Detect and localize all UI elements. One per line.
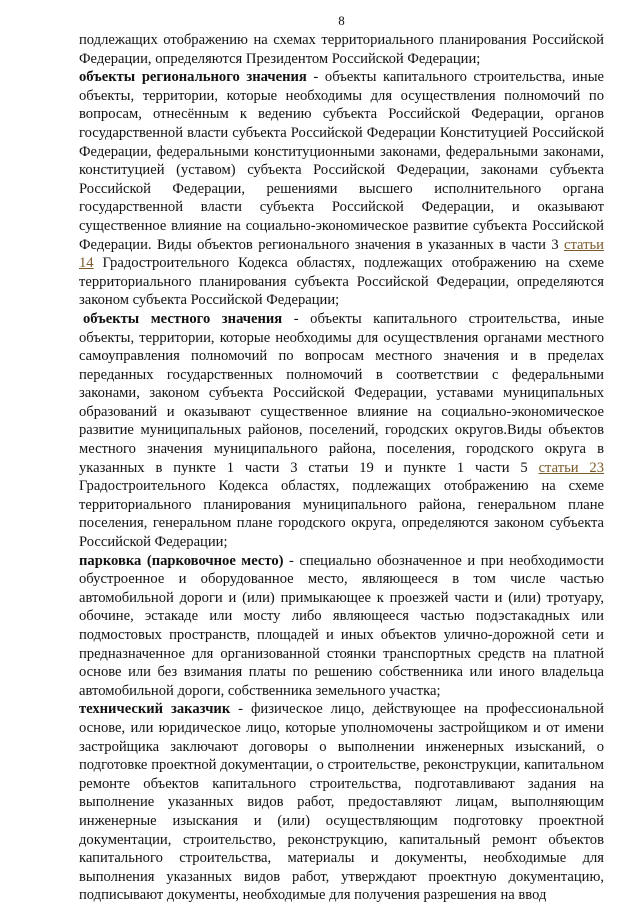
article-link-23[interactable]: статьи 23 xyxy=(538,459,604,476)
term-technical-customer: технический заказчик xyxy=(79,701,231,718)
paragraph-text: подлежащих отображению на схемах территориального планирования Российской Федерации, определяются Президентом Российской Федерации; xyxy=(79,32,604,67)
definition-regional-objects xyxy=(79,68,604,310)
definition-text: - специально обозначенное и при необходимости обустроенное и оборудованное место, являющееся в том числе частью автомобильной дороги и (или) примыкающее к проезжей части и (или) тротуару, обочине, эстакаде или мосту либо являющееся частью подэстакадных или подмостовых пространств, площадей и иных объектов улично-дорожной сети и предназначенное для организованной стоянки транспортных средств на платной основе или без взимания платы по решению собственника или иного владельца автомобильной дороги, собственника земельного участка; xyxy=(79,552,604,699)
definition-text: - объекты капитального строительства, иные объекты, территории, которые необходимы для осуществления полномочий по вопросам, отнесённым к ведению субъекта Российской Федерации, органов государственной власти субъекта Российской Федерации Конституцией Российской Федерации, федеральными конституционными законами, федеральными законами, конституцией (уставом) субъекта Российской Федерации, законами субъекта Российской Федерации, решениями высшего исполнительного органа государственной власти субъекта Российской Федерации, и оказывают существенное влияние на социально-экономическое развитие субъекта Российской Федерации. Виды объектов регионального значения в указанных в части 3 xyxy=(79,69,604,253)
definition-text: - физическое лицо, действующее на профессиональной основе, или юридическое лицо, которые уполномочены застройщиком и от имени застройщика заключают договоры о выполнении инженерных изысканий, о подготовке проектной документации, о строительстве, реконструкции, капитальном ремонте объектов капитального строительства, подготавливают задания на выполнение указанных видов работ, предоставляют лицам, выполняющим инженерные изыскания и (или) осуществляющим подготовку проектной документации, строительство, реконструкцию, капитальный ремонт объектов капитального строительства, материалы и документы, необходимые для выполнения указанных видов работ, утверждают проектную документацию, подписывают документы, необходимые для получения разрешения на ввод xyxy=(79,701,604,904)
definition-technical-customer xyxy=(79,700,604,905)
definition-text: - объекты капитального строительства, иные объекты, территории, которые необходимы для осуществления органами местного самоуправления полномочий по вопросам местного значения и в пределах переданных государственных полномочий в соответствии с федеральными законами, законом субъекта Российской Федерации, уставами муниципальных образований и оказывают существенное влияние на социально-экономическое развитие муниципальных районов, поселений, городских округов.Виды объектов местного значения муниципального района, поселения, городского округа в указанных в пункте 1 части 3 статьи 19 и пункте 1 части 5 xyxy=(79,310,604,476)
paragraph-continuation xyxy=(79,31,604,68)
term-local-objects: объекты местного значения xyxy=(83,310,283,327)
article-link-14[interactable]: статьи 14 xyxy=(79,236,604,272)
definition-local-objects xyxy=(79,310,604,552)
definition-parking xyxy=(79,552,604,701)
term-parking: парковка (парковочное место) xyxy=(79,552,284,569)
definition-text-end: Градостроительного Кодекса областях, подлежащих отображению на схеме территориального планирования муниципального района, генеральном плане поселения, генеральном плане городского округа, определяются законом субъекта Российской Федерации; xyxy=(79,478,604,551)
definition-text-end: Градостроительного Кодекса областях, подлежащих отображению на схеме территориального планирования субъекта Российской Федерации, определяются законом субъекта Российской Федерации; xyxy=(79,255,604,309)
page-number: 8 xyxy=(338,13,345,28)
term-regional-objects: объекты регионального значения xyxy=(79,69,307,86)
